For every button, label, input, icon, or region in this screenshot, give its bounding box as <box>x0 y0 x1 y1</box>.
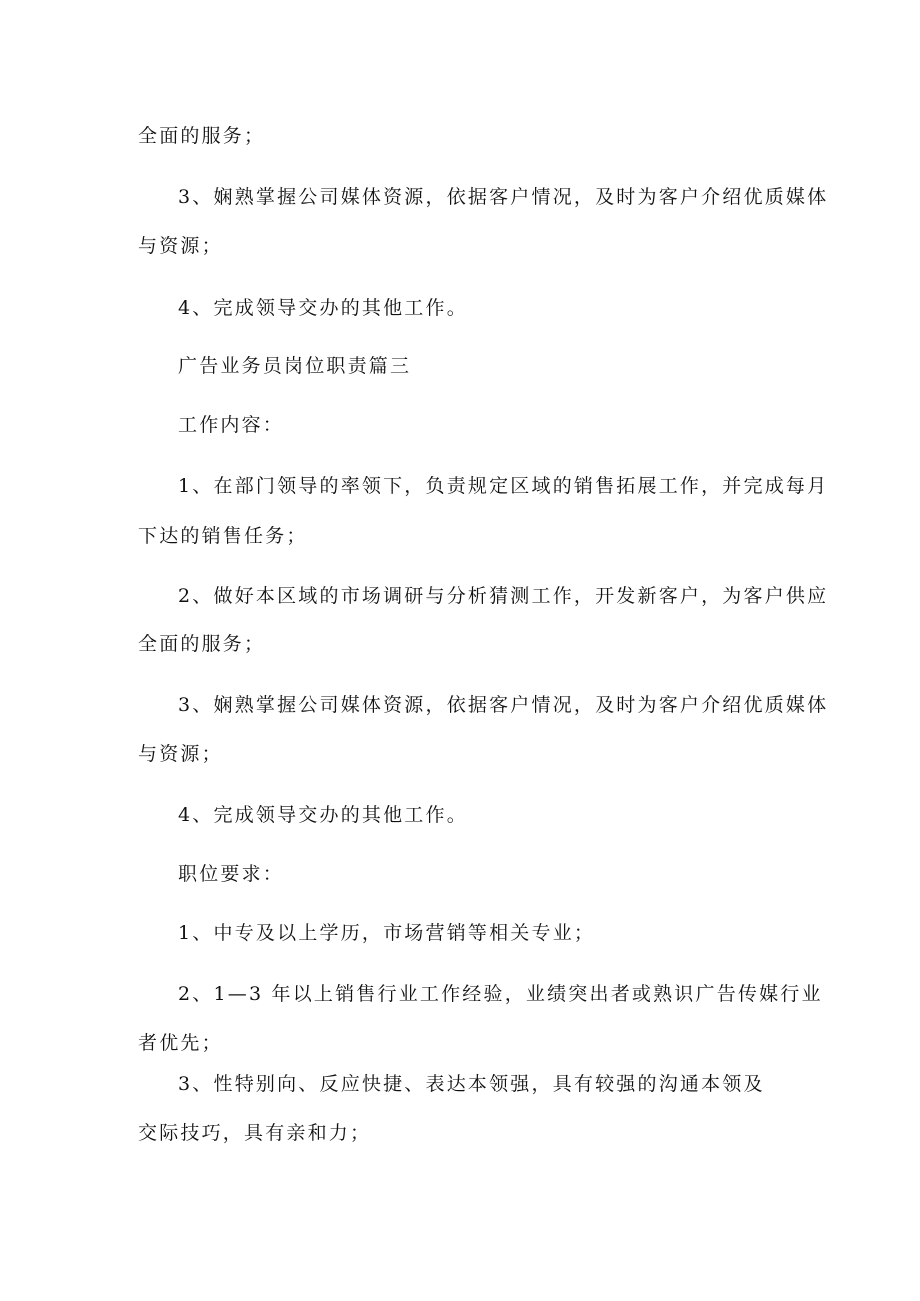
text-line: 交际技巧，具有亲和力； <box>138 1122 372 1144</box>
text-line: 全面的服务； <box>138 125 266 147</box>
text-line: 下达的销售任务； <box>138 525 308 547</box>
text-line: 与资源； <box>138 743 223 765</box>
subheading: 工作内容： <box>178 414 285 436</box>
text-line: 2、1—3 年以上销售行业工作经验，业绩突出者或熟识广告传媒行业 <box>178 983 823 1005</box>
text-line: 1、在部门领导的率领下，负责规定区域的销售拓展工作，并完成每月 <box>178 475 829 497</box>
text-line: 4、完成领导交办的其他工作。 <box>178 804 468 826</box>
text-line: 2、做好本区域的市场调研与分析猜测工作，开发新客户，为客户供应 <box>178 585 829 607</box>
text-line: 4、完成领导交办的其他工作。 <box>178 297 468 319</box>
text-line: 1、中专及以上学历，市场营销等相关专业； <box>178 922 596 944</box>
section-heading: 广告业务员岗位职责篇三 <box>178 355 412 377</box>
text-line: 3、娴熟掌握公司媒体资源，依据客户情况，及时为客户介绍优质媒体 <box>178 694 829 716</box>
text-line: 全面的服务； <box>138 633 266 655</box>
subheading: 职位要求： <box>178 863 285 885</box>
text-line: 3、性特别向、反应快捷、表达本领强，具有较强的沟通本领及 <box>178 1073 765 1095</box>
text-line: 与资源； <box>138 235 223 257</box>
text-line: 3、娴熟掌握公司媒体资源，依据客户情况，及时为客户介绍优质媒体 <box>178 186 829 208</box>
text-line: 者优先； <box>138 1032 223 1054</box>
